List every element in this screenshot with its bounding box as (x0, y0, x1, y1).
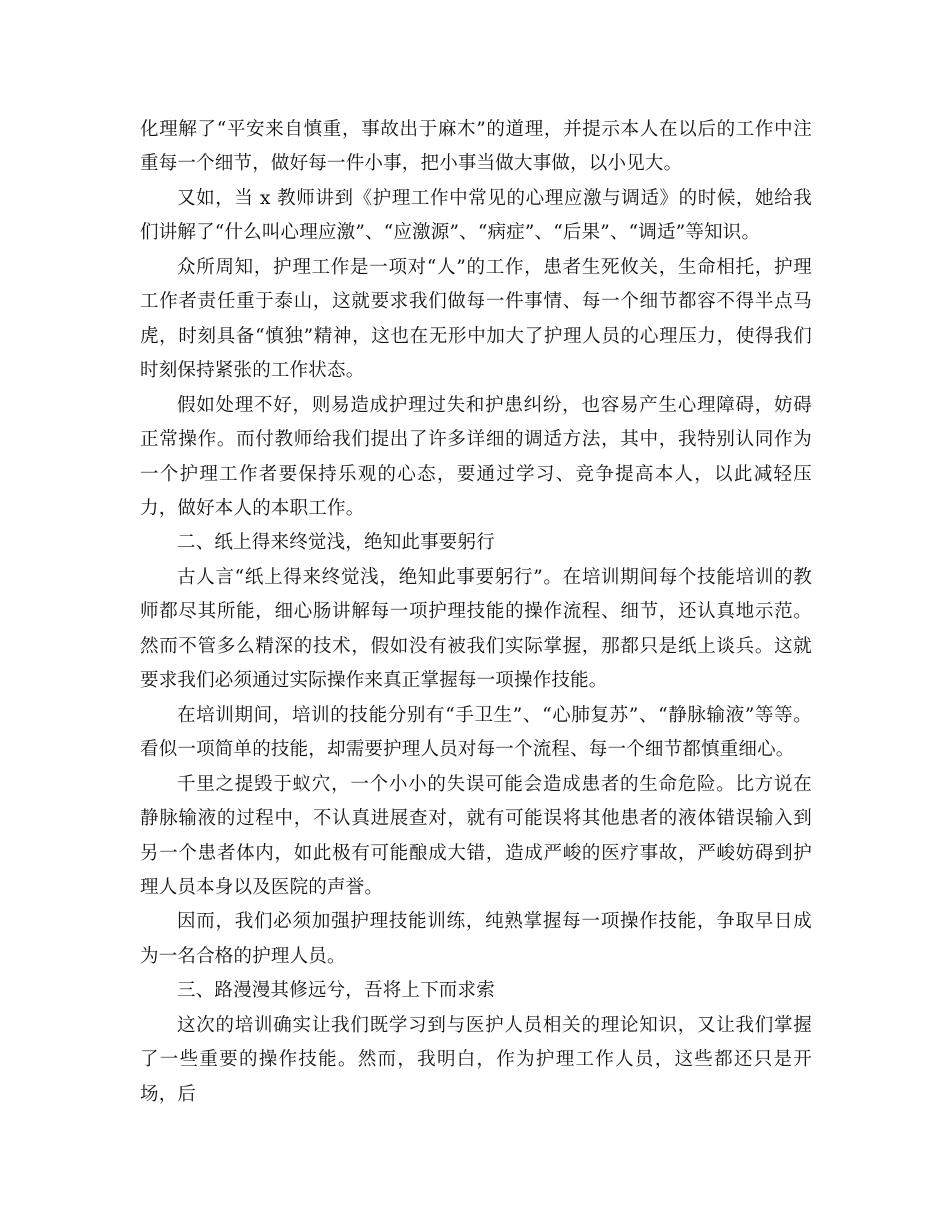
paragraph-6: 在培训期间，培训的技能分别有“手卫生”、“心肺复苏”、“静脉输液”等等。看似一项简单的技能，却需要护理人员对每一个流程、每一个细节都慎重细心。 (140, 704, 812, 761)
paragraph-2: 又如，当 x 教师讲到《护理工作中常见的心理应激与调适》的时候，她给我们讲解了“什么叫心理应激”、“应激源”、“病症”、“后果”、“调适”等知识。 (140, 187, 812, 244)
section-heading-2: 二、纸上得来终觉浅，绝知此事要躬行 (177, 532, 495, 554)
paragraph-1: 化理解了“平安来自慎重，事故出于麻木”的道理，并提示本人在以后的工作中注重每一个细节，做好每一件小事，把小事当做大事做，以小见大。 (140, 119, 812, 175)
paragraph-9: 这次的培训确实让我们既学习到与医护人员相关的理论知识，又让我们掌握了一些重要的操作技能。然而，我明白，作为护理工作人员，这些都还只是开场，后 (140, 1014, 812, 1105)
paragraph-5: 古人言“纸上得来终觉浅，绝知此事要躬行”。在培训期间每个技能培训的教师都尽其所能，细心肠讲解每一项护理技能的操作流程、细节，还认真地示范。然而不管多么精深的技术，假如没有被我们实际掌握，那都只是纸上谈兵。这就要求我们必须通过实际操作来真正掌握每一项操作技能。 (140, 566, 812, 692)
paragraph-8: 因而，我们必须加强护理技能训练，纯熟掌握每一项操作技能，争取早日成为一名合格的护理人员。 (140, 911, 812, 967)
paragraph-4: 假如处理不好，则易造成护理过失和护患纠纷，也容易产生心理障碍，妨碍正常操作。而付教师给我们提出了许多详细的调适方法，其中，我特别认同作为一个护理工作者要保持乐观的心态，要通过学习、竞争提高本人，以此减轻压力，做好本人的本职工作。 (140, 394, 812, 519)
paragraph-7: 千里之提毁于蚁穴，一个小小的失误可能会造成患者的生命危险。比方说在静脉输液的过程中，不认真进展查对，就有可能误将其他患者的液体错误输入到另一个患者体内，如此极有可能酿成大错，造成严峻的医疗事故，严峻妨碍到护理人员本身以及医院的声誉。 (140, 773, 812, 898)
paragraph-3: 众所周知，护理工作是一项对“人”的工作，患者生死攸关，生命相托，护理工作者责任重于泰山，这就要求我们做每一件事情、每一个细节都容不得半点马虎，时刻具备“慎独”精神，这也在无形中加大了护理人员的心理压力，使得我们时刻保持紧张的工作状态。 (140, 256, 812, 382)
document-body (140, 113, 812, 1112)
section-heading-3: 三、路漫漫其修远兮，吾将上下而求索 (177, 980, 495, 1002)
